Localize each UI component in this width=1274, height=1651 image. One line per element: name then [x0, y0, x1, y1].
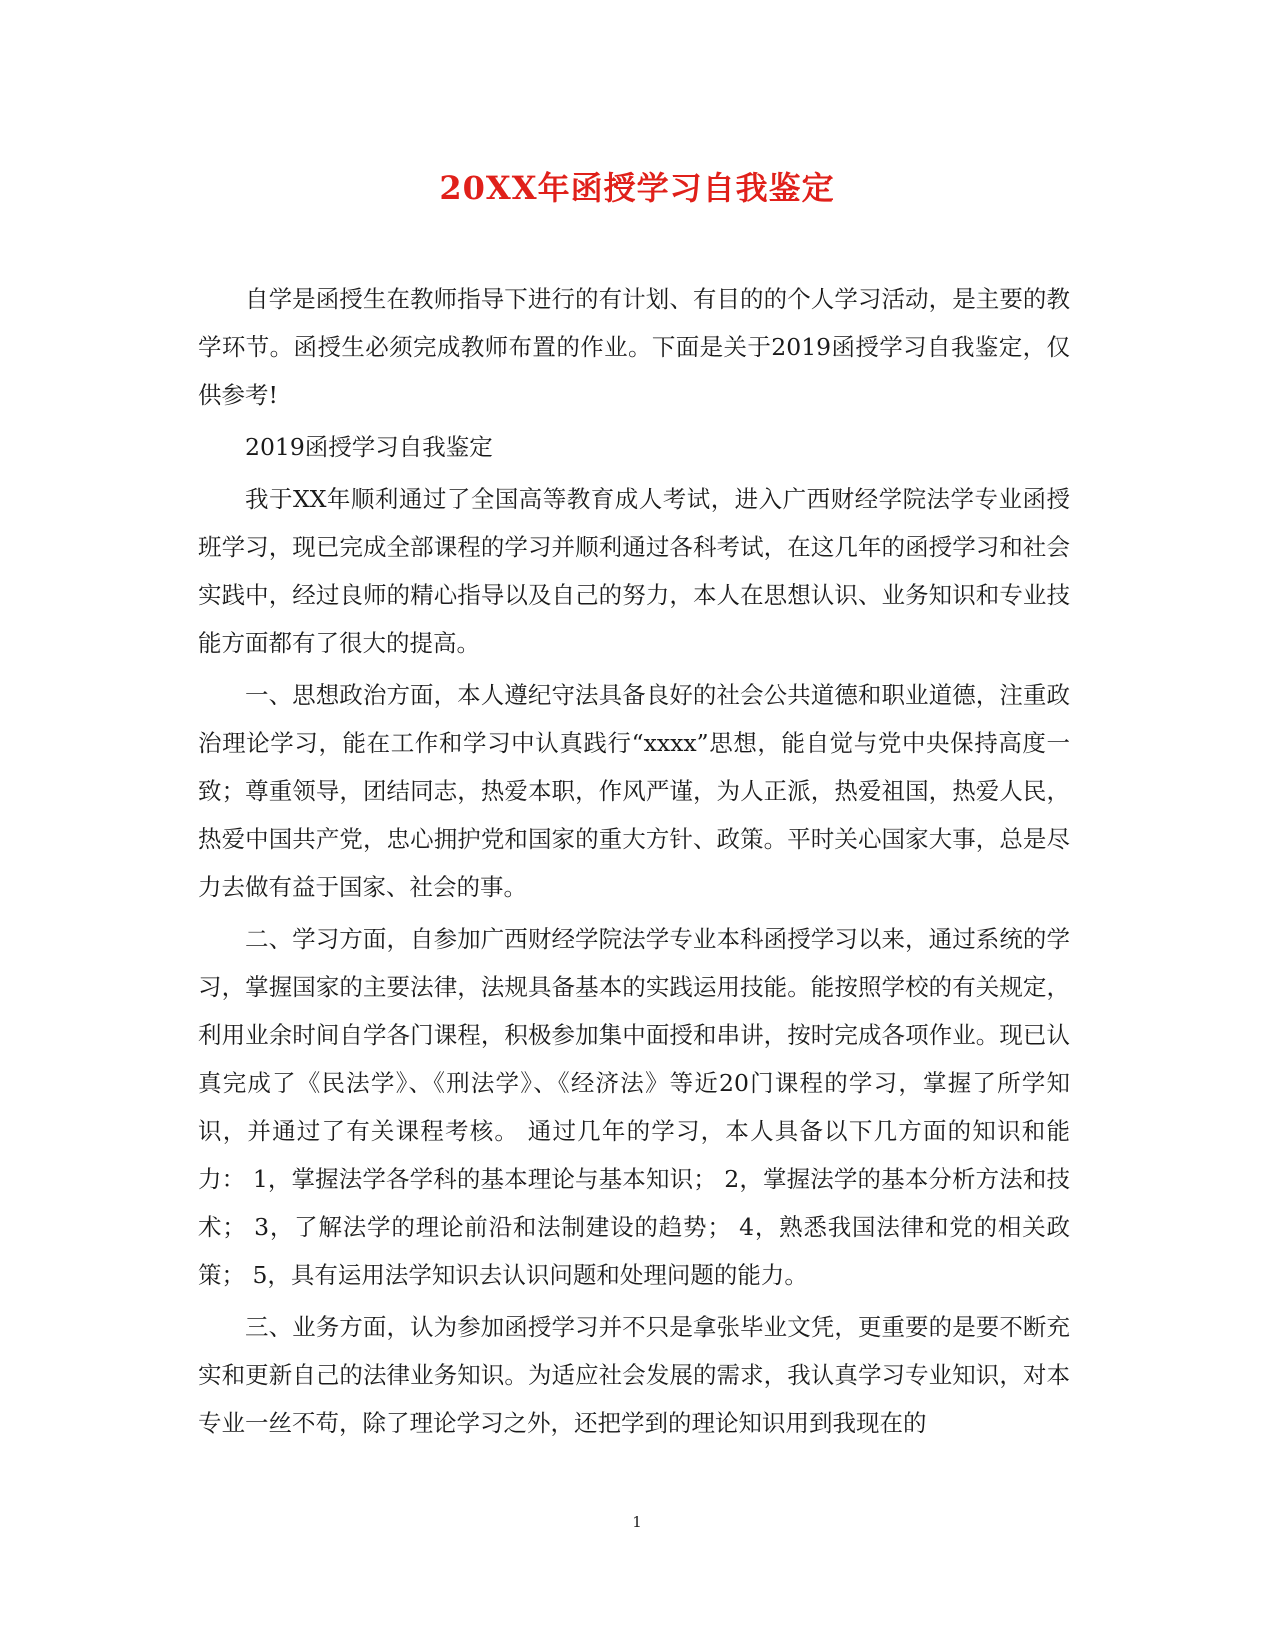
study-paragraph: 二、学习方面，自参加广西财经学院法学专业本科函授学习以来，通过系统的学习，掌握国家的主要法律，法规具备基本的实践运用技能。能按照学校的有关规定，利用业余时间自学各门课程，积极参加集中面授和串讲，按时完成各项作业。现已认真完成了《民法学》、《刑法学》、《经济法》等近20门课程的学习，掌握了所学知识，并通过了有关课程考核。 通过几年的学习，本人具备以下几方面的知识和能力： 1，掌握法学各学科的基本理论与基本知识； 2，掌握法学的基本分析方法和技术； 3，了解法学的理论前沿和法制建设的趋势； 4，熟悉我国法律和党的相关政策； 5，具有运用法学知识去认识问题和处理问题的能力。 [198, 925, 1070, 1289]
background-paragraph: 我于XX年顺利通过了全国高等教育成人考试，进入广西财经学院法学专业函授班学习，现已完成全部课程的学习并顺利通过各科考试，在这几年的函授学习和社会实践中，经过良师的精心指导以及自己的努力，本人在思想认识、业务知识和专业技能方面都有了很大的提高。 [198, 485, 1070, 657]
political-paragraph: 一、思想政治方面，本人遵纪守法具备良好的社会公共道德和职业道德，注重政治理论学习，能在工作和学习中认真践行“xxxx”思想，能自觉与党中央保持高度一致；尊重领导，团结同志，热爱本职，作风严谨，为人正派，热爱祖国，热爱人民，热爱中国共产党，忠心拥护党和国家的重大方针、政策。平时关心国家大事，总是尽力去做有益于国家、社会的事。 [198, 681, 1070, 901]
intro-paragraph: 自学是函授生在教师指导下进行的有计划、有目的的个人学习活动，是主要的教学环节。函授生必须完成教师布置的作业。下面是关于2019函授学习自我鉴定，仅供参考! [198, 285, 1070, 409]
page-number: 1 [632, 1513, 642, 1531]
section-heading: 2019函授学习自我鉴定 [245, 433, 493, 461]
business-paragraph: 三、业务方面，认为参加函授学习并不只是拿张毕业文凭，更重要的是要不断充实和更新自己的法律业务知识。为适应社会发展的需求，我认真学习专业知识，对本专业一丝不苟，除了理论学习之外，还把学到的理论知识用到我现在的 [198, 1313, 1070, 1437]
document-title: 20XX年函授学习自我鉴定 [439, 169, 835, 207]
document-body [198, 275, 1070, 1451]
